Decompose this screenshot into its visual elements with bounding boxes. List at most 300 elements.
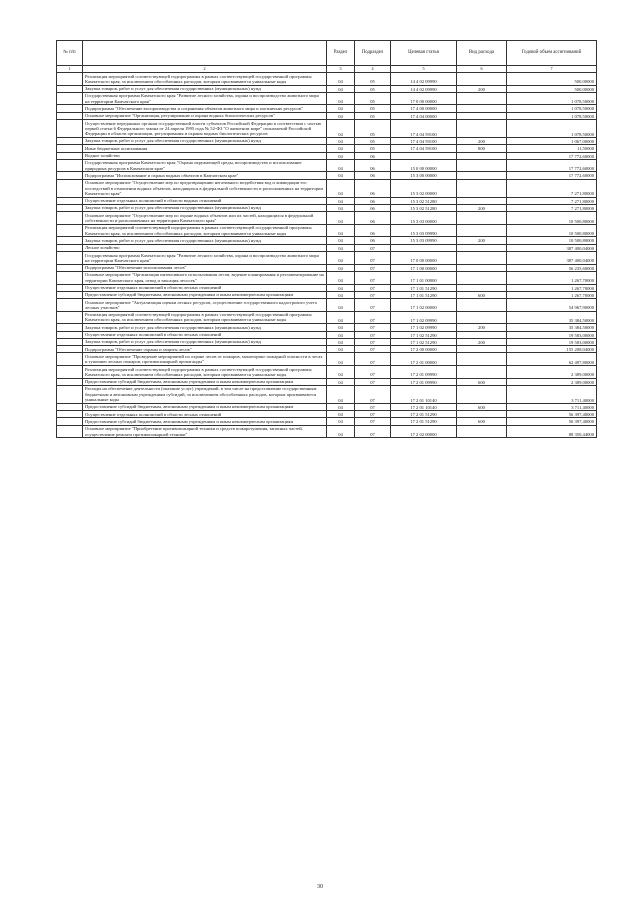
budget-table-page xyxy=(56,40,596,438)
cell-exptype xyxy=(457,385,507,403)
cell-amount: 10 500,80000 xyxy=(507,237,597,244)
table-row xyxy=(57,172,597,179)
cell-num xyxy=(57,353,83,366)
cell-name: Расходы на обеспечение деятельности (оказание услуг) учреждений, в том числе на предоставление государственным бюджетным и автономным учреждениям субсидий, за исключением обособленных расходов, которым присваиваются уникальные коды xyxy=(83,385,327,403)
cell-subsection: 06 xyxy=(355,159,391,172)
table-row xyxy=(57,366,597,379)
cell-subsection: 05 xyxy=(355,105,391,112)
table-row xyxy=(57,299,597,312)
cell-section: 04 xyxy=(327,411,355,418)
cell-subsection: 07 xyxy=(355,346,391,353)
cell-section: 04 xyxy=(327,112,355,119)
cell-section: 04 xyxy=(327,425,355,438)
cell-section: 04 xyxy=(327,197,355,204)
cell-amount: 7 271,80000 xyxy=(507,204,597,211)
cell-amount: 1 078,50000 xyxy=(507,92,597,105)
cell-amount: 1 267,70000 xyxy=(507,284,597,291)
cell-name: Основное мероприятие "Осуществление мер по охране водных объектов или их частей, находящихся в федеральной собственности и расположенных на территории Камчатского края" xyxy=(83,212,327,225)
cell-target: 17 1 01 00000 xyxy=(391,271,457,284)
table-row xyxy=(57,331,597,338)
index-cell: 2 xyxy=(83,66,327,73)
cell-target: 15 3 02 51280 xyxy=(391,197,457,204)
cell-num xyxy=(57,291,83,298)
cell-section: 04 xyxy=(327,252,355,265)
cell-exptype xyxy=(457,284,507,291)
table-row xyxy=(57,403,597,410)
cell-num xyxy=(57,237,83,244)
table-row xyxy=(57,353,597,366)
cell-subsection: 06 xyxy=(355,237,391,244)
cell-exptype xyxy=(457,244,507,251)
cell-exptype xyxy=(457,179,507,197)
cell-subsection: 06 xyxy=(355,197,391,204)
cell-target: 17 2 01 09990 xyxy=(391,366,457,379)
cell-num xyxy=(57,346,83,353)
cell-amount: 7 271,80000 xyxy=(507,179,597,197)
index-cell: 1 xyxy=(57,66,83,73)
cell-section: 04 xyxy=(327,212,355,225)
cell-exptype xyxy=(457,331,507,338)
cell-target: 17 4 00 00000 xyxy=(391,105,457,112)
cell-section: 04 xyxy=(327,224,355,237)
cell-exptype xyxy=(457,172,507,179)
table-row xyxy=(57,324,597,331)
table-row xyxy=(57,418,597,425)
cell-name: Закупка товаров, работ и услуг для обеспечения государственных (муниципальных) нужд xyxy=(83,137,327,144)
cell-subsection: 07 xyxy=(355,353,391,366)
cell-subsection: 07 xyxy=(355,385,391,403)
cell-subsection: 07 xyxy=(355,324,391,331)
cell-subsection: 06 xyxy=(355,204,391,211)
cell-amount: 56 235,60000 xyxy=(507,264,597,271)
cell-exptype xyxy=(457,299,507,312)
cell-name: Реализация мероприятий соответствующей подпрограммы в рамках соответствующей государственной программы Камчатского края, за исключением обособленных расходов, которым присваиваются уникальные коды xyxy=(83,311,327,324)
cell-name: Подпрограмма "Обеспечение воспроизводства и сохранения объектов животного мира и охотничьих ресурсов" xyxy=(83,105,327,112)
cell-exptype xyxy=(457,92,507,105)
table-body xyxy=(57,73,597,438)
cell-exptype xyxy=(457,120,507,138)
cell-name: Предоставление субсидий бюджетным, автономным учреждениям и иным некоммерческим организациям xyxy=(83,291,327,298)
cell-num xyxy=(57,271,83,284)
header-subsection: Подраздел xyxy=(355,41,391,66)
header-amount: Годовой объем ассигнований xyxy=(507,41,597,66)
table-row xyxy=(57,411,597,418)
cell-exptype xyxy=(457,212,507,225)
cell-subsection: 07 xyxy=(355,425,391,438)
cell-target: 15 3 03 00000 xyxy=(391,212,457,225)
cell-section: 04 xyxy=(327,159,355,172)
cell-num xyxy=(57,137,83,144)
cell-num xyxy=(57,92,83,105)
cell-name: Закупка товаров, работ и услуг для обеспечения государственных (муниципальных) нужд xyxy=(83,324,327,331)
table-row xyxy=(57,152,597,159)
header-target: Целевая статья xyxy=(391,41,457,66)
header-name xyxy=(83,41,327,66)
cell-name: Иные бюджетные ассигнования xyxy=(83,145,327,152)
cell-amount: 387 400,04000 xyxy=(507,244,597,251)
cell-name: Осуществление отдельных полномочий в области лесных отношений xyxy=(83,411,327,418)
table-row xyxy=(57,112,597,119)
cell-name: Реализация мероприятий соответствующей подпрограммы в рамках соответствующей государственной программы Камчатского края, за исключением обособленных расходов, которым присваиваются уникальные коды xyxy=(83,366,327,379)
cell-subsection: 07 xyxy=(355,244,391,251)
cell-subsection: 05 xyxy=(355,73,391,86)
cell-exptype: 600 xyxy=(457,291,507,298)
cell-amount: 11,50000 xyxy=(507,145,597,152)
cell-section: 04 xyxy=(327,346,355,353)
cell-amount: 17 772,60000 xyxy=(507,152,597,159)
cell-exptype xyxy=(457,311,507,324)
header-num: № п/п xyxy=(57,41,83,66)
cell-num xyxy=(57,120,83,138)
cell-subsection: 05 xyxy=(355,112,391,119)
cell-subsection: 07 xyxy=(355,284,391,291)
cell-num xyxy=(57,105,83,112)
cell-subsection: 05 xyxy=(355,92,391,105)
cell-target: 17 1 01 51290 xyxy=(391,284,457,291)
header-exptype: Вид расхода xyxy=(457,41,507,66)
cell-subsection: 07 xyxy=(355,252,391,265)
cell-section: 04 xyxy=(327,92,355,105)
cell-exptype xyxy=(457,105,507,112)
cell-name: Предоставление субсидий бюджетным, автономным учреждениям и иным некоммерческим организациям xyxy=(83,403,327,410)
cell-subsection: 05 xyxy=(355,137,391,144)
cell-section: 04 xyxy=(327,244,355,251)
cell-name: Основное мероприятие "Приобретение противопожарной техники и средств пожаротушения, запасных частей, осуществление ремонта противопожарной техники" xyxy=(83,425,327,438)
cell-num xyxy=(57,73,83,86)
table-row xyxy=(57,284,597,291)
cell-amount: 17 772,60000 xyxy=(507,172,597,179)
cell-section: 04 xyxy=(327,338,355,345)
page-number: 30 xyxy=(317,884,323,890)
cell-num xyxy=(57,366,83,379)
cell-num xyxy=(57,159,83,172)
cell-target: 14 4 02 09990 xyxy=(391,73,457,86)
cell-name: Государственная программа Камчатского края "Развитие лесного хозяйства, охрана и воспроизводство животного мира на территории Камчатского края" xyxy=(83,92,327,105)
table-row xyxy=(57,291,597,298)
cell-num xyxy=(57,145,83,152)
cell-amount: 56 397,40000 xyxy=(507,418,597,425)
cell-num xyxy=(57,252,83,265)
budget-table xyxy=(56,40,597,438)
table-row xyxy=(57,271,597,284)
cell-section: 04 xyxy=(327,353,355,366)
cell-subsection: 07 xyxy=(355,378,391,385)
cell-target: 17 0 00 00000 xyxy=(391,252,457,265)
cell-section: 04 xyxy=(327,284,355,291)
cell-amount: 19 583,00000 xyxy=(507,338,597,345)
cell-subsection: 05 xyxy=(355,120,391,138)
cell-amount: 1 078,50000 xyxy=(507,105,597,112)
cell-target: 17 2 02 00000 xyxy=(391,425,457,438)
table-row xyxy=(57,105,597,112)
cell-name: Государственная программа Камчатского края "Развитие лесного хозяйства, охрана и воспроизводство животного мира на территории Камчатского края" xyxy=(83,252,327,265)
cell-section: 04 xyxy=(327,331,355,338)
cell-section: 04 xyxy=(327,366,355,379)
cell-num xyxy=(57,324,83,331)
index-cell: 6 xyxy=(457,66,507,73)
index-cell: 3 xyxy=(327,66,355,73)
table-row xyxy=(57,425,597,438)
cell-num xyxy=(57,85,83,92)
index-cell: 7 xyxy=(507,66,597,73)
cell-num xyxy=(57,264,83,271)
cell-subsection: 06 xyxy=(355,224,391,237)
table-row xyxy=(57,252,597,265)
table-row xyxy=(57,204,597,211)
cell-exptype xyxy=(457,159,507,172)
cell-name: Осуществление переданных органам государственной власти субъектов Российской Федерации в соответствии с частью первой статьи 6 Федерального закона от 24 апреля 1995 года № 52-ФЗ "О животном мире" полномочий Российской Федерации в области организации, регулирования и охраны водных биологических ресурсов xyxy=(83,120,327,138)
cell-exptype: 600 xyxy=(457,403,507,410)
cell-target: 17 4 04 00000 xyxy=(391,112,457,119)
cell-target: 17 2 01 10140 xyxy=(391,403,457,410)
cell-section: 04 xyxy=(327,152,355,159)
cell-amount: 1 067,00000 xyxy=(507,137,597,144)
cell-target: 17 1 02 51290 xyxy=(391,338,457,345)
cell-target: 17 1 02 09990 xyxy=(391,324,457,331)
cell-name: Подпрограмма "Обеспечение охраны и защиты лесов" xyxy=(83,346,327,353)
table-row xyxy=(57,311,597,324)
cell-exptype xyxy=(457,271,507,284)
cell-exptype: 200 xyxy=(457,137,507,144)
cell-exptype: 200 xyxy=(457,204,507,211)
cell-num xyxy=(57,425,83,438)
cell-exptype: 200 xyxy=(457,324,507,331)
cell-name: Подпрограмма "Обеспечение использования лесов" xyxy=(83,264,327,271)
cell-section: 04 xyxy=(327,378,355,385)
cell-num xyxy=(57,418,83,425)
cell-target: 15 3 03 09990 xyxy=(391,237,457,244)
cell-target: 17 4 04 59100 xyxy=(391,145,457,152)
cell-amount: 54 967,90000 xyxy=(507,299,597,312)
cell-subsection: 07 xyxy=(355,418,391,425)
table-row xyxy=(57,346,597,353)
cell-target: 17 4 04 59100 xyxy=(391,120,457,138)
cell-num xyxy=(57,112,83,119)
table-row xyxy=(57,197,597,204)
header-section: Раздел xyxy=(327,41,355,66)
cell-exptype xyxy=(457,197,507,204)
table-row xyxy=(57,378,597,385)
cell-section: 04 xyxy=(327,324,355,331)
cell-name: Осуществление отдельных полномочий в области лесных отношений xyxy=(83,284,327,291)
cell-section: 04 xyxy=(327,311,355,324)
cell-subsection: 06 xyxy=(355,179,391,197)
cell-target: 17 1 02 00000 xyxy=(391,299,457,312)
cell-num xyxy=(57,224,83,237)
cell-section: 04 xyxy=(327,145,355,152)
cell-target: 17 2 01 00000 xyxy=(391,353,457,366)
cell-subsection: 06 xyxy=(355,172,391,179)
cell-target: 15 3 00 00000 xyxy=(391,172,457,179)
cell-num xyxy=(57,403,83,410)
cell-name: Предоставление субсидий бюджетным, автономным учреждениям и иным некоммерческим организациям xyxy=(83,418,327,425)
cell-target: 14 4 02 09990 xyxy=(391,85,457,92)
cell-amount: 17 772,60000 xyxy=(507,159,597,172)
cell-section: 04 xyxy=(327,271,355,284)
cell-exptype xyxy=(457,353,507,366)
cell-exptype xyxy=(457,73,507,86)
cell-section: 04 xyxy=(327,105,355,112)
cell-subsection: 05 xyxy=(355,145,391,152)
cell-subsection: 07 xyxy=(355,264,391,271)
cell-exptype xyxy=(457,112,507,119)
cell-target: 17 1 02 09990 xyxy=(391,311,457,324)
cell-target: 17 2 01 51290 xyxy=(391,418,457,425)
cell-target: 17 0 00 00000 xyxy=(391,92,457,105)
cell-target: 15 3 03 09990 xyxy=(391,224,457,237)
cell-name: Закупка товаров, работ и услуг для обеспечения государственных (муниципальных) нужд xyxy=(83,85,327,92)
cell-section: 04 xyxy=(327,299,355,312)
cell-amount: 35 384,50000 xyxy=(507,324,597,331)
cell-amount: 155 208,04000 xyxy=(507,346,597,353)
cell-amount: 1 078,50000 xyxy=(507,120,597,138)
cell-target: 15 3 02 51280 xyxy=(391,204,457,211)
cell-name: Осуществление отдельных полномочий в области лесных отношений xyxy=(83,331,327,338)
cell-name: Закупка товаров, работ и услуг для обеспечения государственных (муниципальных) нужд xyxy=(83,204,327,211)
cell-num xyxy=(57,411,83,418)
cell-name: Основное мероприятие "Актуализация оценки лесных ресурсов, осуществление государственного кадастрового учета лесных участков" xyxy=(83,299,327,312)
cell-amount: 1 267,70000 xyxy=(507,291,597,298)
cell-target: 15 0 00 00000 xyxy=(391,159,457,172)
cell-exptype: 600 xyxy=(457,378,507,385)
cell-amount: 1 267,70000 xyxy=(507,271,597,284)
table-row xyxy=(57,264,597,271)
cell-exptype xyxy=(457,366,507,379)
cell-exptype xyxy=(457,252,507,265)
cell-name: Реализация мероприятий соответствующей подпрограммы в рамках соответствующей государственной программы Камчатского края, за исключением обособленных расходов, которым присваиваются уникальные коды xyxy=(83,73,327,86)
cell-num xyxy=(57,311,83,324)
cell-target xyxy=(391,244,457,251)
cell-name: Подпрограмма "Использование и охрана водных объектов в Камчатском крае" xyxy=(83,172,327,179)
cell-section: 04 xyxy=(327,179,355,197)
cell-section: 04 xyxy=(327,73,355,86)
cell-name: Основное мероприятие "Организация, регулирование и охрана водных биологических ресурсов" xyxy=(83,112,327,119)
cell-amount: 1 078,50000 xyxy=(507,112,597,119)
cell-amount: 56 397,40000 xyxy=(507,411,597,418)
cell-target: 17 2 01 09990 xyxy=(391,378,457,385)
cell-subsection: 07 xyxy=(355,291,391,298)
table-row xyxy=(57,92,597,105)
cell-section: 04 xyxy=(327,418,355,425)
cell-num xyxy=(57,204,83,211)
cell-target: 17 2 01 51290 xyxy=(391,411,457,418)
cell-section: 04 xyxy=(327,291,355,298)
index-cell: 5 xyxy=(391,66,457,73)
cell-amount: 2 389,00000 xyxy=(507,366,597,379)
cell-subsection: 07 xyxy=(355,366,391,379)
cell-section: 04 xyxy=(327,120,355,138)
cell-exptype: 200 xyxy=(457,237,507,244)
index-cell: 4 xyxy=(355,66,391,73)
table-row xyxy=(57,159,597,172)
table-row xyxy=(57,120,597,138)
cell-section: 04 xyxy=(327,237,355,244)
cell-subsection: 07 xyxy=(355,331,391,338)
cell-name: Основное мероприятие "Организация интенсивного использования лесов, ведение планирования и регламентирование на территории Камчатского края, отвод и таксация лесосек" xyxy=(83,271,327,284)
cell-name: Водное хозяйство xyxy=(83,152,327,159)
table-row xyxy=(57,145,597,152)
cell-subsection: 07 xyxy=(355,411,391,418)
cell-amount: 3 711,40000 xyxy=(507,403,597,410)
cell-num xyxy=(57,152,83,159)
cell-num xyxy=(57,299,83,312)
table-row xyxy=(57,338,597,345)
cell-amount: 387 400,04000 xyxy=(507,252,597,265)
cell-subsection: 07 xyxy=(355,271,391,284)
cell-num xyxy=(57,172,83,179)
cell-name: Лесное хозяйство xyxy=(83,244,327,251)
cell-target: 17 1 00 00000 xyxy=(391,264,457,271)
cell-target: 17 2 00 00000 xyxy=(391,346,457,353)
cell-name: Предоставление субсидий бюджетным, автономным учреждениям и иным некоммерческим организациям xyxy=(83,378,327,385)
cell-exptype xyxy=(457,346,507,353)
cell-exptype: 200 xyxy=(457,85,507,92)
cell-section: 04 xyxy=(327,137,355,144)
cell-subsection: 05 xyxy=(355,85,391,92)
cell-amount: 500,00000 xyxy=(507,73,597,86)
cell-amount: 3 711,40000 xyxy=(507,385,597,403)
cell-name: Осуществление отдельных полномочий в области водных отношений xyxy=(83,197,327,204)
cell-name: Основное мероприятие "Осуществление мер по предотвращению негативного воздействия вод и ликвидации его последствий в отношении водных объектов, находящихся в федеральной собственности и расположенных на территории Камчатского края" xyxy=(83,179,327,197)
cell-section: 04 xyxy=(327,264,355,271)
cell-num xyxy=(57,338,83,345)
cell-name: Основное мероприятие "Проведение мероприятий по охране лесов от пожаров, мониторинг пожарной опасности в лесах и тушению лесных пожаров, противопожарной пропаганды" xyxy=(83,353,327,366)
cell-subsection: 07 xyxy=(355,403,391,410)
cell-amount: 10 500,80000 xyxy=(507,224,597,237)
cell-exptype: 800 xyxy=(457,145,507,152)
cell-subsection: 06 xyxy=(355,152,391,159)
cell-name: Государственная программа Камчатского края "Охрана окружающей среды, воспроизводство и использование природных ресурсов в Камчатском крае" xyxy=(83,159,327,172)
cell-name: Закупка товаров, работ и услуг для обеспечения государственных (муниципальных) нужд xyxy=(83,237,327,244)
cell-exptype xyxy=(457,224,507,237)
cell-exptype: 200 xyxy=(457,338,507,345)
cell-exptype xyxy=(457,425,507,438)
table-row xyxy=(57,73,597,86)
cell-section: 04 xyxy=(327,172,355,179)
table-row xyxy=(57,244,597,251)
cell-section: 04 xyxy=(327,85,355,92)
cell-section: 04 xyxy=(327,385,355,403)
cell-amount: 7 271,80000 xyxy=(507,197,597,204)
cell-target: 17 2 01 10140 xyxy=(391,385,457,403)
cell-num xyxy=(57,331,83,338)
cell-amount: 19 583,00000 xyxy=(507,331,597,338)
cell-amount: 500,00000 xyxy=(507,85,597,92)
cell-amount: 2 389,00000 xyxy=(507,378,597,385)
cell-exptype xyxy=(457,152,507,159)
cell-exptype xyxy=(457,264,507,271)
cell-exptype xyxy=(457,411,507,418)
cell-target xyxy=(391,152,457,159)
cell-num xyxy=(57,385,83,403)
cell-subsection: 07 xyxy=(355,299,391,312)
cell-num xyxy=(57,212,83,225)
table-row xyxy=(57,237,597,244)
index-row xyxy=(57,66,597,73)
cell-amount: 35 384,50000 xyxy=(507,311,597,324)
table-row xyxy=(57,85,597,92)
cell-amount: 88 350,44000 xyxy=(507,425,597,438)
cell-subsection: 06 xyxy=(355,212,391,225)
table-row xyxy=(57,137,597,144)
table-row xyxy=(57,179,597,197)
cell-num xyxy=(57,284,83,291)
cell-subsection: 07 xyxy=(355,338,391,345)
cell-target: 17 1 01 51290 xyxy=(391,291,457,298)
cell-section: 04 xyxy=(327,403,355,410)
table-row xyxy=(57,212,597,225)
cell-amount: 10 500,80000 xyxy=(507,212,597,225)
